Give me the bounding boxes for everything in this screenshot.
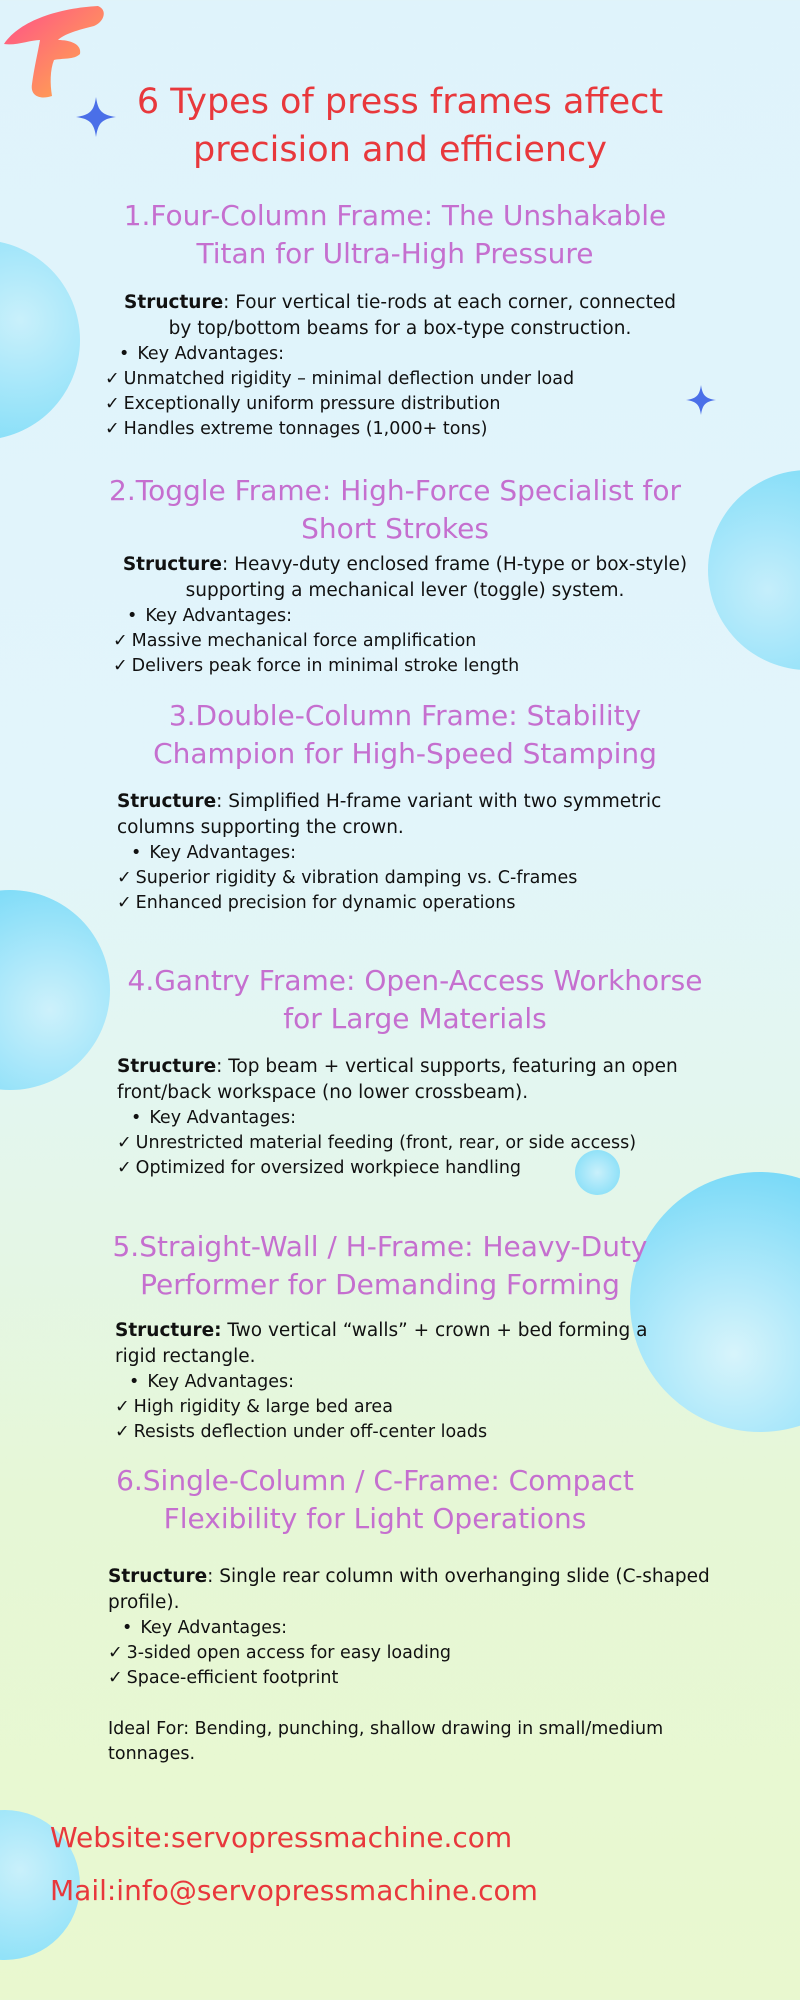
structure-text: Structure: Four vertical tie-rods at each corner, connected by top/bottom beams for a box-type construction.: [124, 292, 676, 339]
section-heading: 6.Single-Column / C-Frame: Compact Flexibility for Light Operations: [116, 1464, 634, 1535]
advantage-item: ✓ Unrestricted material feeding (front, rear, or side access): [117, 1133, 637, 1153]
section-body: [115, 552, 695, 679]
decor-circle: [708, 470, 800, 670]
section-body: [117, 1054, 697, 1181]
structure-text: Structure: Simplified H-frame variant with two symmetric columns supporting the crown.: [117, 791, 662, 838]
page-title: 6 Types of press frames affect precision and efficiency: [136, 82, 664, 170]
section-body: [117, 789, 697, 916]
advantage-item: ✓ Massive mechanical force amplification: [113, 631, 477, 651]
decor-circle: [0, 890, 110, 1090]
advantage-item: ✓ Unmatched rigidity – minimal deflection under load: [105, 369, 575, 389]
structure-text: Structure: Two vertical “walls” + crown + bed forming a rigid rectangle.: [115, 1320, 648, 1367]
structure-text: Structure: Heavy-duty enclosed frame (H-type or box-style) supporting a mechanical lever (toggle) system.: [122, 554, 688, 601]
advantage-item: ✓ High rigidity & large bed area: [115, 1397, 393, 1417]
structure-label: Structure: [122, 554, 222, 575]
structure-label: Structure: [124, 292, 224, 313]
section-heading: 5.Straight-Wall / H-Frame: Heavy-Duty Performer for Demanding Forming: [112, 1230, 648, 1301]
email-link[interactable]: Mail:info@servopressmachine.com: [50, 1874, 538, 1907]
advantages-label: • Key Advantages:: [115, 1370, 685, 1395]
ideal-for-text: Ideal For: Bending, punching, shallow drawing in small/medium tonnages.: [108, 1719, 664, 1764]
advantages-label: • Key Advantages:: [113, 604, 695, 629]
advantage-item: ✓ Handles extreme tonnages (1,000+ tons): [105, 419, 488, 439]
advantages-label: • Key Advantages:: [108, 1616, 718, 1641]
structure-label: Structure: [108, 1566, 208, 1587]
advantage-item: ✓ Enhanced precision for dynamic operations: [117, 893, 516, 913]
structure-label: Structure:: [115, 1320, 222, 1341]
section-heading: 1.Four-Column Frame: The Unshakable Titan for Ultra-High Pressure: [123, 199, 667, 270]
advantage-item: ✓ Exceptionally uniform pressure distribution: [105, 394, 501, 414]
advantage-item: ✓ Delivers peak force in minimal stroke length: [113, 656, 520, 676]
brand-logo-icon: [0, 0, 110, 100]
structure-label: Structure: [117, 791, 217, 812]
sparkle-icon: [686, 385, 716, 415]
section-body: [115, 1318, 685, 1445]
structure-label: Structure: [117, 1056, 217, 1077]
advantages-label: • Key Advantages:: [117, 841, 697, 866]
section-heading: 3.Double-Column Frame: Stability Champion for High-Speed Stamping: [153, 699, 657, 770]
section-heading: 4.Gantry Frame: Open-Access Workhorse for Large Materials: [127, 964, 703, 1035]
advantage-item: ✓ Space-efficient footprint: [108, 1668, 339, 1688]
structure-text: Structure: Top beam + vertical supports, featuring an open front/back workspace (no lower crossbeam).: [117, 1056, 678, 1103]
section-body: [105, 290, 685, 442]
advantage-item: ✓ 3-sided open access for easy loading: [108, 1643, 452, 1663]
advantage-item: ✓ Resists deflection under off-center loads: [115, 1422, 488, 1442]
website-link[interactable]: Website:servopressmachine.com: [50, 1821, 513, 1854]
advantages-label: • Key Advantages:: [117, 1106, 697, 1131]
decor-circle: [0, 240, 80, 440]
structure-text: Structure: Single rear column with overhanging slide (C-shaped profile).: [108, 1566, 710, 1613]
advantages-label: • Key Advantages:: [105, 342, 685, 367]
section-body: [108, 1564, 718, 1691]
advantage-item: ✓ Superior rigidity & vibration damping vs. C-frames: [117, 868, 578, 888]
section-heading: 2.Toggle Frame: High-Force Specialist for Short Strokes: [109, 474, 681, 545]
advantage-item: ✓ Optimized for oversized workpiece handling: [117, 1158, 522, 1178]
